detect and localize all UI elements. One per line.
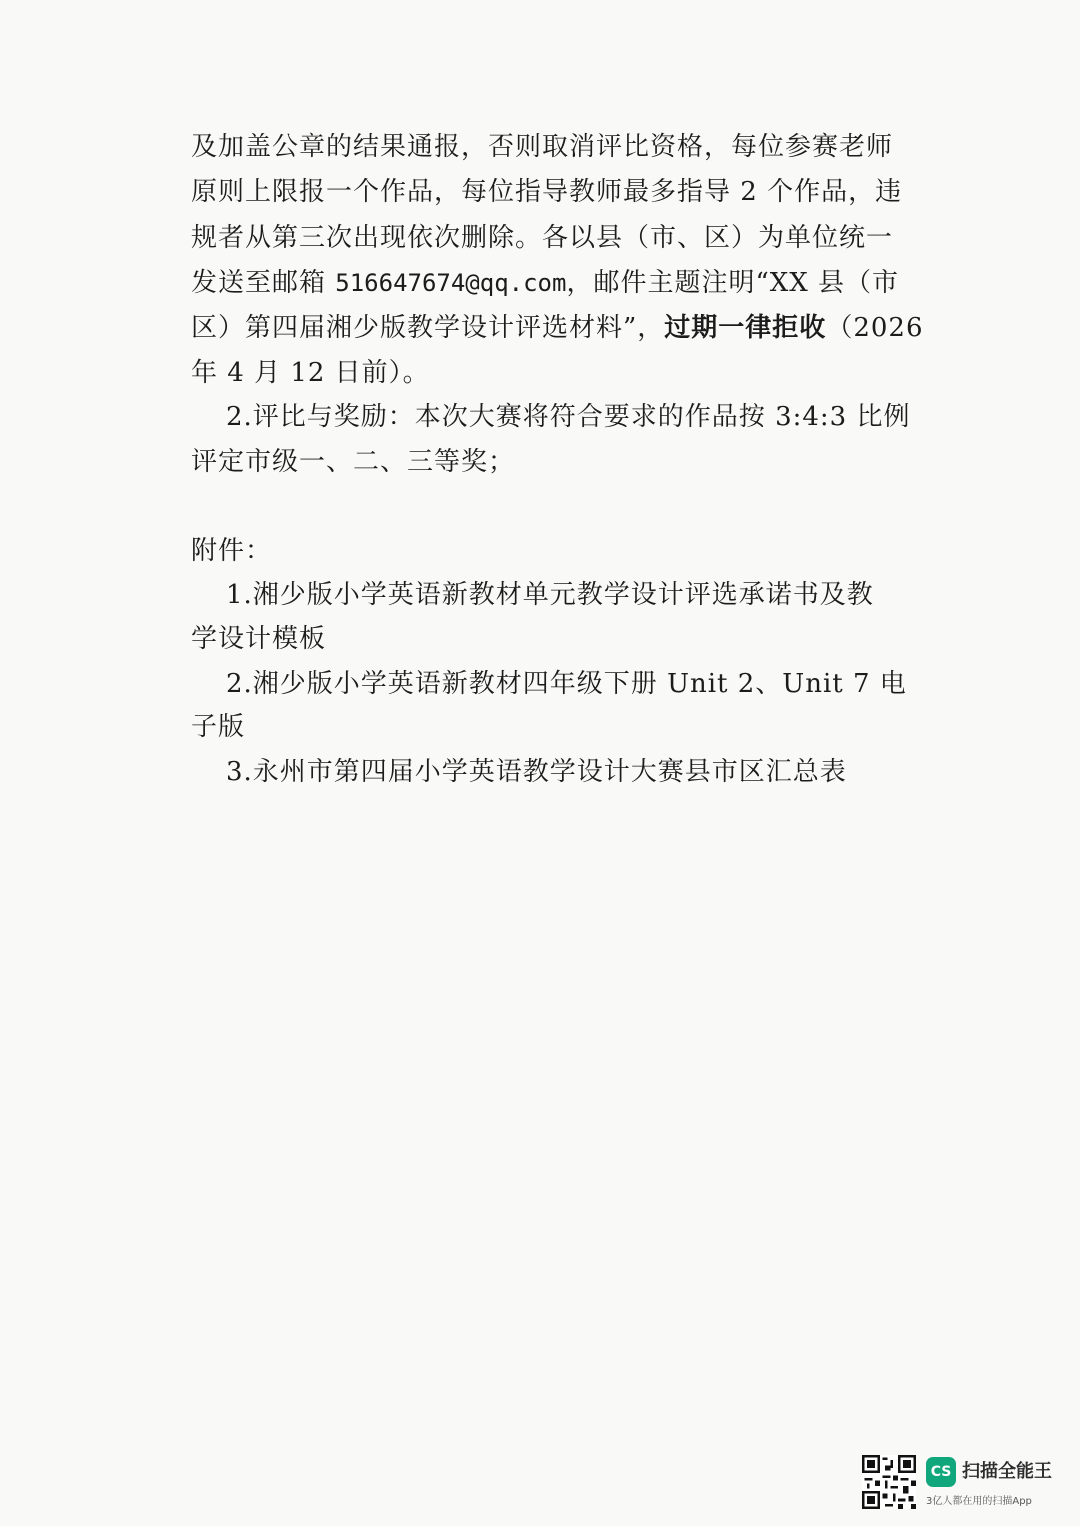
paragraph-2-line-1: 2.评比与奖励：本次大赛将符合要求的作品按 3:4:3 比例: [226, 402, 911, 432]
paragraph-1-line-3: 规者从第三次出现依次删除。各以县（市、区）为单位统一: [191, 223, 894, 253]
line-4-text-a: 发送至邮箱: [191, 268, 336, 298]
paragraph-1-line-5: [191, 311, 923, 345]
attachment-2-line-1: 2.湘少版小学英语新教材四年级下册 Unit 2、Unit 7 电: [226, 669, 907, 699]
qr-code-icon: [862, 1455, 916, 1509]
deadline-emphasis: 过期一律拒收: [664, 313, 827, 343]
paragraph-2-line-2: 评定市级一、二、三等奖；: [191, 447, 516, 477]
paragraph-1-line-4: [191, 266, 899, 300]
camscanner-logo: CS: [926, 1457, 956, 1487]
paragraph-1-line-6: 年 4 月 12 日前）。: [191, 358, 430, 388]
attachments-heading: 附件：: [191, 536, 273, 566]
line-5-text-a: 区）第四届湘少版教学设计评选材料”，: [191, 313, 665, 343]
paragraph-1-line-2: 原则上限报一个作品，每位指导教师最多指导 2 个作品，违: [191, 177, 903, 207]
paragraph-1-line-1: 及加盖公章的结果通报，否则取消评比资格，每位参赛老师: [191, 132, 894, 162]
line-4-text-b: ，邮件主题注明“XX 县（市: [566, 268, 900, 298]
attachment-2-line-2: 子版: [191, 712, 246, 742]
attachment-1-line-1: 1.湘少版小学英语新教材单元教学设计评选承诺书及教: [226, 580, 874, 610]
camscanner-tagline: 3亿人都在用的扫描App: [926, 1496, 1032, 1507]
submission-email: 516647674@qq.com: [335, 269, 567, 297]
attachment-3: 3.永州市第四届小学英语教学设计大赛县市区汇总表: [226, 757, 847, 787]
camscanner-app-name: 扫描全能王: [962, 1461, 1052, 1482]
line-5-text-b: （2026: [826, 313, 924, 343]
camscanner-watermark: [862, 1455, 1062, 1511]
attachment-1-line-2: 学设计模板: [191, 624, 327, 654]
